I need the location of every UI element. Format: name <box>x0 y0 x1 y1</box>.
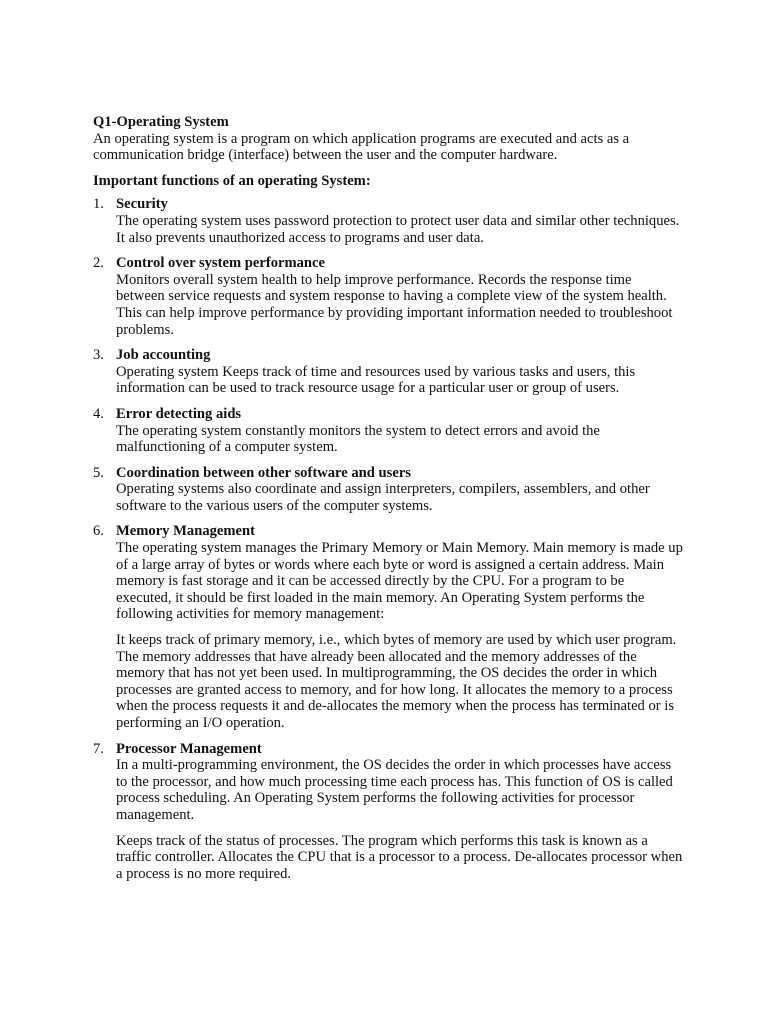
list-item <box>93 523 683 731</box>
document-title: Q1-Operating System <box>93 114 229 130</box>
item-paragraph: Operating system Keeps track of time and resources used by various tasks and users, this information can be used to track resource usage for a particular user or group of users. <box>116 363 636 397</box>
item-number: 6. <box>93 523 104 540</box>
item-paragraph: Monitors overall system health to help improve performance. Records the response time between service requests and system response to having a complete view of the system health. This can help improve performance by providing important information needed to troubleshoot problems. <box>116 271 673 338</box>
item-paragraph: The operating system manages the Primary Memory or Main Memory. Main memory is made up of a large array of bytes or words where each byte or word is assigned a certain address. Main memory is fast storage and it can be accessed directly by the CPU. For a program to be executed, it should be first loaded in the main memory. An Operating System performs the following activities for memory management: <box>116 540 683 623</box>
item-paragraph: The operating system constantly monitors the system to detect errors and avoid the malfunctioning of a computer system. <box>116 422 600 456</box>
item-title: Security <box>116 196 168 213</box>
item-paragraph: The operating system uses password protection to protect user data and similar other techniques. It also prevents unauthorized access to programs and user data. <box>116 212 680 246</box>
list-item <box>93 741 683 883</box>
intro-paragraph: An operating system is a program on which application programs are executed and acts as a communication bridge (interface) between the user and the computer hardware. <box>93 130 630 164</box>
item-title: Processor Management <box>116 740 262 757</box>
item-paragraph: It keeps track of primary memory, i.e., which bytes of memory are used by which user program. The memory addresses that have already been allocated and the memory addresses of the memory that has not yet been used. In multiprogramming, the OS decides the order in which processes are granted access to memory, and for how long. It allocates the memory to a process when the process requests it and de-allocates the memory when the process has terminated or is performing an I/O operation. <box>116 632 677 731</box>
functions-list <box>93 196 683 882</box>
item-title: Error detecting aids <box>116 405 242 422</box>
item-number: 5. <box>93 464 104 481</box>
list-item <box>93 196 683 246</box>
list-item <box>93 465 683 515</box>
list-item <box>93 255 683 338</box>
item-paragraph: Keeps track of the status of processes. The program which performs this task is known as a traffic controller. Allocates the CPU that is a processor to a process. De-allocates processor when a process is no more required. <box>116 832 683 882</box>
item-number: 1. <box>93 196 104 213</box>
list-item <box>93 406 683 456</box>
item-title: Job accounting <box>116 347 211 364</box>
item-number: 3. <box>93 347 104 364</box>
item-number: 7. <box>93 740 104 757</box>
functions-heading: Important functions of an operating System: <box>93 172 371 189</box>
item-title: Coordination between other software and users <box>116 464 411 481</box>
document-page <box>93 114 683 891</box>
item-paragraph: Operating systems also coordinate and assign interpreters, compilers, assemblers, and other software to the various users of the computer systems. <box>116 481 650 514</box>
item-paragraph: In a multi-programming environment, the OS decides the order in which processes have access to the processor, and how much processing time each process has. This function of OS is called process scheduling. An Operating System performs the following activities for processor management. <box>116 757 673 823</box>
list-item <box>93 347 683 397</box>
item-number: 4. <box>93 405 104 422</box>
item-number: 2. <box>93 255 104 272</box>
item-title: Control over system performance <box>116 255 325 272</box>
item-title: Memory Management <box>116 523 255 540</box>
